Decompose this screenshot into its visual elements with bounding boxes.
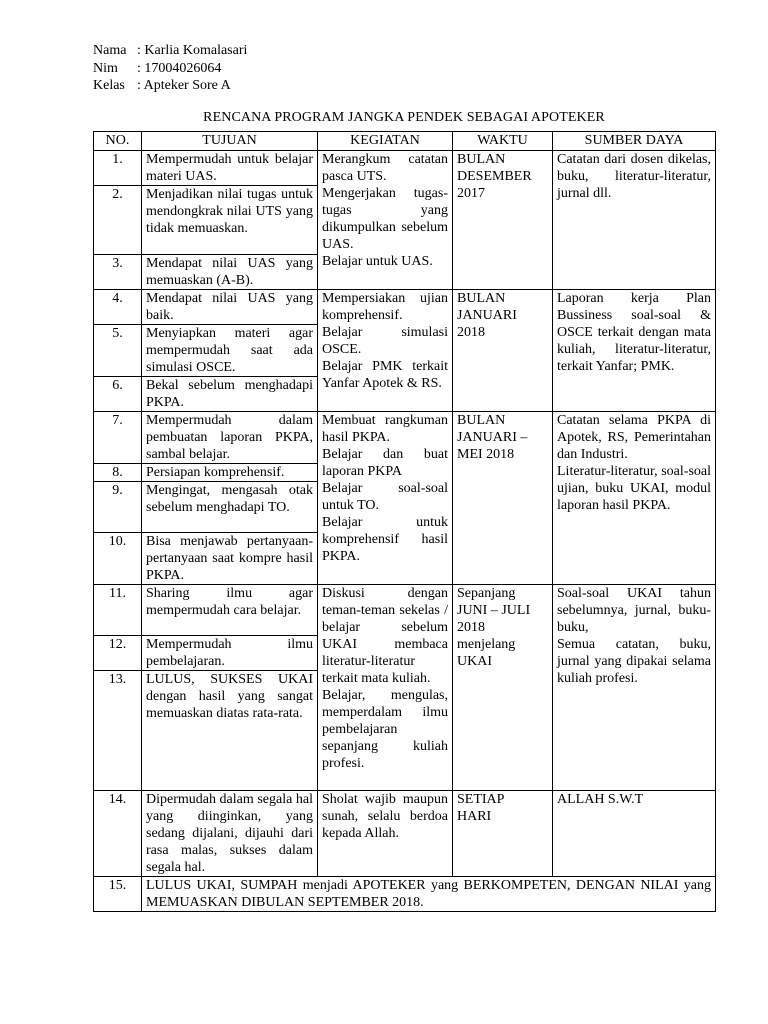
row-tujuan: Mengingat, mengasah otak sebelum menghadapi TO. (142, 482, 318, 533)
row-number: 15. (94, 877, 142, 912)
group-sumber-daya: Laporan kerja Plan Bussiness soal-soal & OSCE terkait dengan mata kuliah, literatur-literatur, terkait Yanfar; PMK. (553, 290, 716, 412)
class-label: Kelas (93, 78, 125, 93)
group-waktu: BULAN DESEMBER 2017 (453, 151, 553, 290)
row-number: 12. (94, 636, 142, 671)
row-final-goal: LULUS UKAI, SUMPAH menjadi APOTEKER yang BERKOMPETEN, DENGAN NILAI yang MEMUASKAN DIBULAN SEPTEMBER 2018. (142, 877, 716, 912)
group-kegiatan: Membuat rangkuman hasil PKPA. Belajar dan buat laporan PKPA Belajar soal-soal untuk TO. Belajar untuk komprehensif hasil PKPA. (318, 412, 453, 585)
table-row (94, 877, 716, 912)
table-row (94, 791, 716, 877)
row-number: 5. (94, 325, 142, 377)
group-waktu: Sepanjang JUNI – JULI 2018 menjelang UKAI (453, 585, 553, 791)
group-sumber-daya: ALLAH S.W.T (553, 791, 716, 877)
row-tujuan: Dipermudah dalam segala hal yang diinginkan, yang sedang dijalani, dijauhi dari rasa malas, sukses dalam segala hal. (142, 791, 318, 877)
class-value: : Apteker Sore A (137, 78, 231, 93)
header-no: NO. (94, 132, 142, 151)
table-row (94, 412, 716, 464)
class-line (93, 77, 247, 95)
plan-table (93, 131, 716, 912)
header-kegiatan: KEGIATAN (318, 132, 453, 151)
row-number: 8. (94, 464, 142, 482)
group-sumber-daya: Soal-soal UKAI tahun sebelumnya, jurnal, buku-buku, Semua catatan, buku, jurnal yang dipakai selama kuliah profesi. (553, 585, 716, 791)
name-value: : Karlia Komalasari (137, 43, 248, 58)
row-number: 11. (94, 585, 142, 636)
group-kegiatan: Merangkum catatan pasca UTS. Mengerjakan tugas-tugas yang dikumpulkan sebelum UAS. Belajar untuk UAS. (318, 151, 453, 290)
name-label: Nama (93, 43, 127, 58)
row-number: 10. (94, 533, 142, 585)
header-waktu: WAKTU (453, 132, 553, 151)
row-tujuan: Mendapat nilai UAS yang memuaskan (A-B). (142, 255, 318, 290)
document-title: RENCANA PROGRAM JANGKA PENDEK SEBAGAI APOTEKER (203, 110, 605, 125)
group-waktu: BULAN JANUARI 2018 (453, 290, 553, 412)
row-tujuan: Mempermudah dalam pembuatan laporan PKPA, sambal belajar. (142, 412, 318, 464)
nim-line (93, 60, 247, 78)
group-sumber-daya: Catatan dari dosen dikelas, buku, literatur-literatur, jurnal dll. (553, 151, 716, 290)
row-number: 13. (94, 671, 142, 791)
name-line (93, 42, 247, 60)
header-tujuan: TUJUAN (142, 132, 318, 151)
row-tujuan: Menjadikan nilai tugas untuk mendongkrak nilai UTS yang tidak memuaskan. (142, 186, 318, 255)
row-number: 14. (94, 791, 142, 877)
row-tujuan: Sharing ilmu agar mempermudah cara belajar. (142, 585, 318, 636)
row-number: 7. (94, 412, 142, 464)
row-number: 9. (94, 482, 142, 533)
row-tujuan: Mempermudah ilmu pembelajaran. (142, 636, 318, 671)
row-number: 1. (94, 151, 142, 186)
student-identity (93, 42, 247, 95)
row-number: 4. (94, 290, 142, 325)
row-number: 2. (94, 186, 142, 255)
header-sumber-daya: SUMBER DAYA (553, 132, 716, 151)
table-row (94, 290, 716, 325)
row-number: 3. (94, 255, 142, 290)
group-kegiatan: Sholat wajib maupun sunah, selalu berdoa kepada Allah. (318, 791, 453, 877)
row-tujuan: Bekal sebelum menghadapi PKPA. (142, 377, 318, 412)
group-waktu: BULAN JANUARI – MEI 2018 (453, 412, 553, 585)
group-kegiatan: Diskusi dengan teman-teman sekelas / belajar sebelum UKAI membaca literatur-literatur terkait mata kuliah. Belajar, mengulas, memperdalam ilmu pembelajaran sepanjang kuliah profesi. (318, 585, 453, 791)
row-tujuan: Menyiapkan materi agar mempermudah saat ada simulasi OSCE. (142, 325, 318, 377)
row-tujuan: Mendapat nilai UAS yang baik. (142, 290, 318, 325)
group-kegiatan: Mempersiakan ujian komprehensif. Belajar simulasi OSCE. Belajar PMK terkait Yanfar Apotek & RS. (318, 290, 453, 412)
nim-label: Nim (93, 60, 118, 76)
nim-value: : 17004026064 (137, 60, 222, 76)
table-row (94, 585, 716, 636)
row-number: 6. (94, 377, 142, 412)
group-sumber-daya: Catatan selama PKPA di Apotek, RS, Pemerintahan dan Industri. Literatur-literatur, soal-soal ujian, buku UKAI, modul laporan hasil PKPA. (553, 412, 716, 585)
group-waktu: SETIAP HARI (453, 791, 553, 877)
row-tujuan: Persiapan komprehensif. (142, 464, 318, 482)
row-tujuan: LULUS, SUKSES UKAI dengan hasil yang sangat memuaskan diatas rata-rata. (142, 671, 318, 791)
table-header-row (94, 132, 716, 151)
row-tujuan: Bisa menjawab pertanyaan-pertanyaan saat kompre hasil PKPA. (142, 533, 318, 585)
row-tujuan: Mempermudah untuk belajar materi UAS. (142, 151, 318, 186)
table-row (94, 151, 716, 186)
